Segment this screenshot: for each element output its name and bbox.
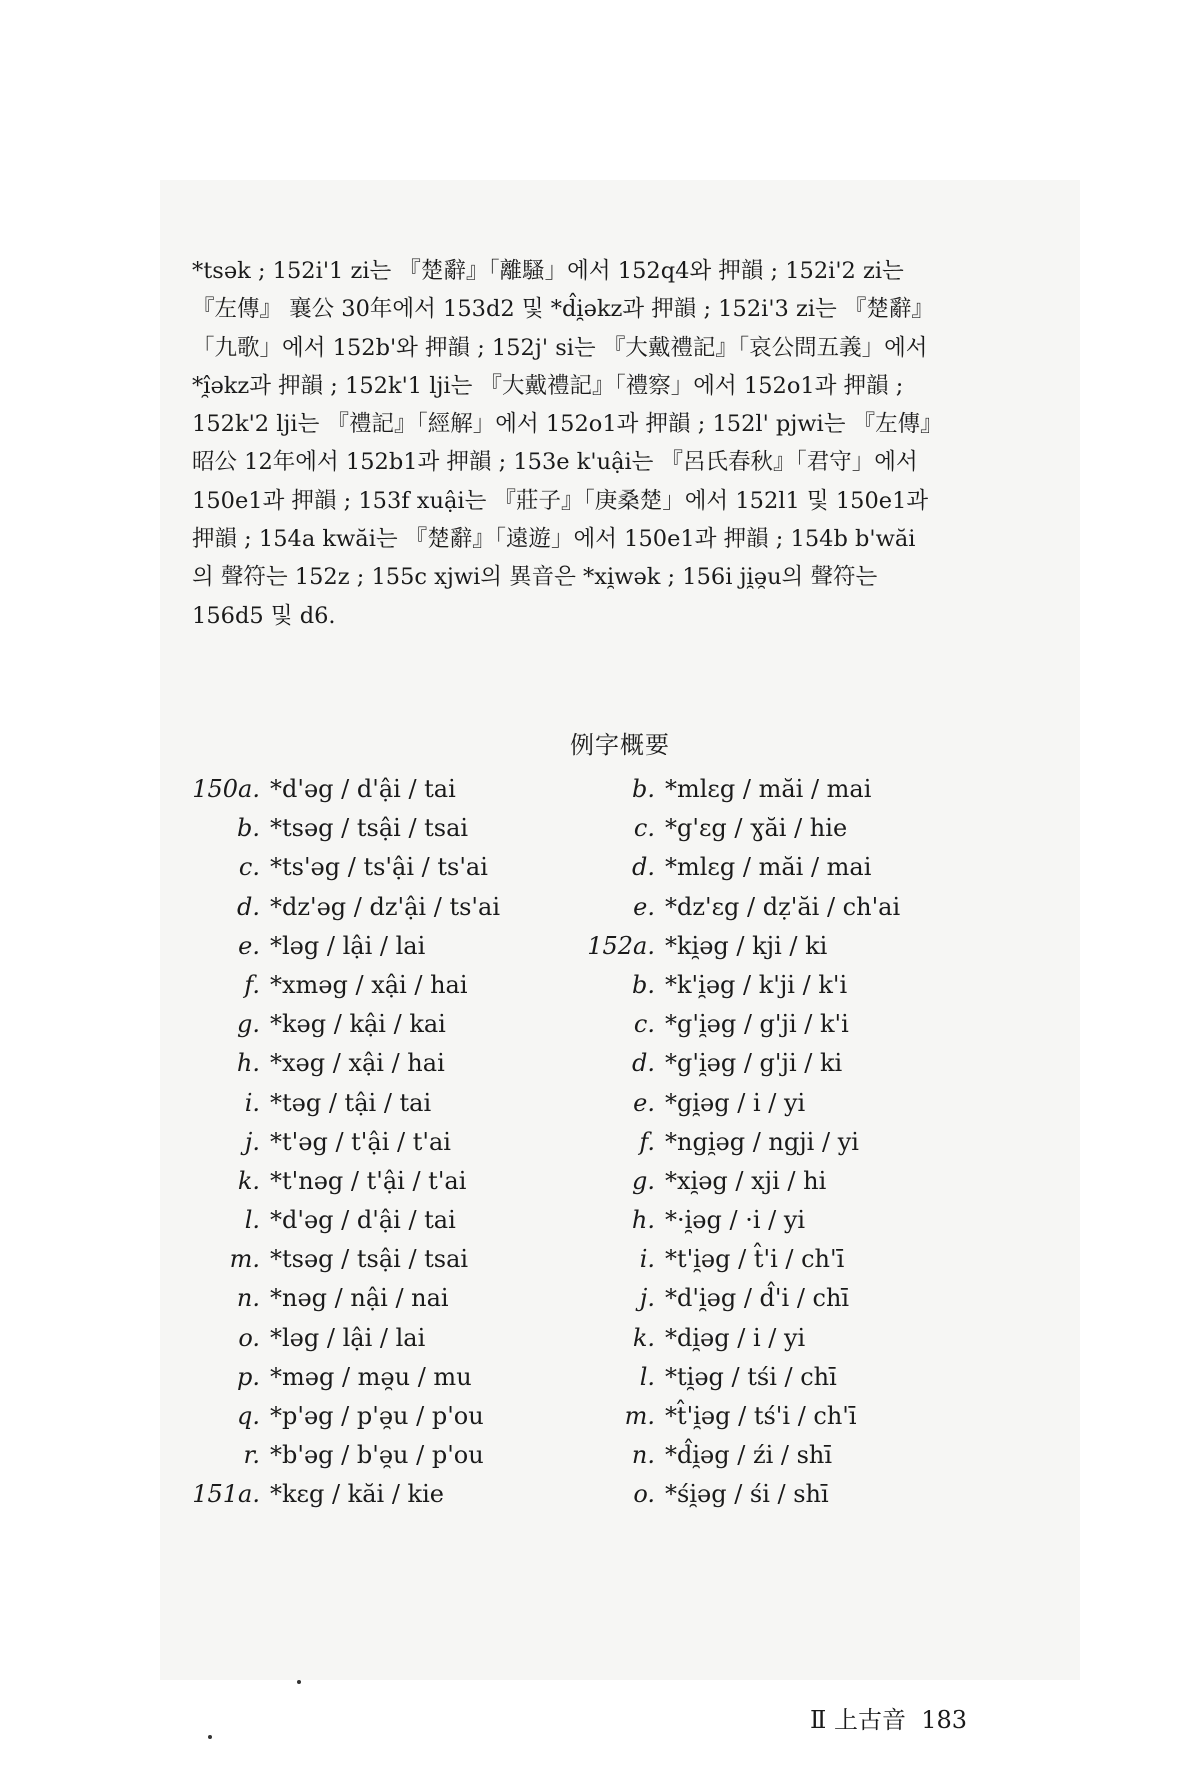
entry-label: e. bbox=[633, 1088, 655, 1117]
entry-text: *g'i̯əg / g'ji / k'i bbox=[665, 1010, 849, 1039]
entry-label: d. bbox=[632, 853, 655, 882]
entry-row bbox=[190, 1201, 500, 1240]
entry-row bbox=[190, 1436, 500, 1475]
entry-row bbox=[585, 966, 900, 1005]
entry-row bbox=[585, 1044, 900, 1083]
entry-label: n. bbox=[631, 1441, 655, 1470]
entry-text: *b'əg / b'ə̯u / p'ou bbox=[270, 1441, 484, 1470]
entry-label: h. bbox=[236, 1049, 260, 1078]
entry-row bbox=[585, 809, 900, 848]
entry-label: 152a. bbox=[587, 931, 655, 960]
entry-row bbox=[190, 966, 500, 1005]
entry-text: *t'nəg / t'ậi / t'ai bbox=[270, 1166, 467, 1195]
entry-text: *mlɛg / măi / mai bbox=[665, 775, 872, 803]
paragraph-line: 「九歌」에서 152b'와 押韻 ; 152j' si는 『大戴禮記』「哀公問五義」에서 bbox=[192, 334, 928, 361]
entry-row bbox=[585, 888, 900, 927]
entry-text: *kɛg / kăi / kie bbox=[270, 1480, 444, 1509]
paragraph-line: *î̯əkz과 押韻 ; 152k'1 lji는 『大戴禮記』「禮察」에서 152o1과 押韻 ; bbox=[192, 372, 904, 399]
entry-text: *dz'əg / dz'ậi / ts'ai bbox=[270, 892, 500, 921]
speck bbox=[297, 1680, 301, 1684]
entry-label: f. bbox=[639, 1127, 655, 1156]
entry-row bbox=[190, 1358, 500, 1397]
entry-label: g. bbox=[237, 1010, 260, 1039]
entry-text: *ləg / lậi / lai bbox=[270, 931, 426, 960]
entry-label: e. bbox=[633, 892, 655, 921]
entry-label: k. bbox=[632, 1323, 655, 1352]
entry-row bbox=[585, 848, 900, 887]
entry-text: *d̂i̯əg / źi / shī bbox=[665, 1441, 833, 1470]
entry-label: c. bbox=[633, 1010, 655, 1039]
entry-label: b. bbox=[237, 814, 260, 843]
entry-label: g. bbox=[632, 1166, 655, 1195]
entry-row bbox=[190, 1319, 500, 1358]
entry-label: d. bbox=[632, 1049, 655, 1078]
entry-label: h. bbox=[631, 1206, 655, 1235]
page-number: 183 bbox=[921, 1706, 968, 1734]
speck bbox=[208, 1735, 212, 1739]
entry-text: *ləg / lậi / lai bbox=[270, 1323, 426, 1352]
entry-text: *g'i̯əg / g'ji / ki bbox=[665, 1049, 843, 1078]
entry-label: l. bbox=[244, 1206, 260, 1235]
entry-list-left bbox=[190, 770, 500, 1515]
entry-row bbox=[190, 848, 500, 887]
entry-label: o. bbox=[238, 1323, 260, 1352]
entry-text: *g'ɛg / ɣăi / hie bbox=[665, 814, 848, 843]
paragraph-line: 押韻 ; 154a kwăi는 『楚辭』「遠遊」에서 150e1과 押韻 ; 154b b'wăi bbox=[192, 526, 916, 553]
entry-label: e. bbox=[238, 931, 260, 960]
paragraph-line: 156d5 및 d6. bbox=[192, 602, 336, 629]
entry-row bbox=[585, 1240, 900, 1279]
entry-text: *d'i̯əg / d̂'i / chī bbox=[665, 1284, 850, 1313]
entry-row bbox=[585, 1475, 900, 1514]
entry-text: *ngi̯əg / ngji / yi bbox=[665, 1127, 859, 1156]
entry-label: c. bbox=[633, 814, 655, 843]
entry-text: *k'i̯əg / k'ji / k'i bbox=[665, 970, 848, 999]
entry-row bbox=[585, 770, 900, 809]
entry-label: l. bbox=[639, 1362, 655, 1391]
entry-text: *ts'əg / ts'ậi / ts'ai bbox=[270, 853, 488, 882]
entry-label: r. bbox=[243, 1441, 260, 1470]
entry-label: m. bbox=[624, 1402, 655, 1430]
paragraph-line: 昭公 12年에서 152b1과 押韻 ; 153e k'uậi는 『呂氏春秋』「君守」에서 bbox=[192, 449, 918, 476]
entry-row bbox=[585, 1319, 900, 1358]
entry-row bbox=[190, 1084, 500, 1123]
entry-text: *xməg / xậi / hai bbox=[270, 970, 468, 999]
entry-label: p. bbox=[237, 1362, 260, 1391]
book-page bbox=[160, 180, 1080, 1734]
entry-row bbox=[190, 1005, 500, 1044]
entry-row bbox=[585, 1084, 900, 1123]
entry-label: 150a. bbox=[192, 775, 260, 803]
entry-text: *śi̯əg / śi / shī bbox=[665, 1480, 829, 1509]
rhyme-notes-paragraph bbox=[192, 252, 1044, 635]
entry-label: k. bbox=[237, 1166, 260, 1195]
entry-text: *d'əg / d'ậi / tai bbox=[270, 1206, 456, 1235]
entry-text: *tsəg / tsậi / tsai bbox=[270, 1245, 469, 1274]
entry-row bbox=[190, 1475, 500, 1514]
entry-row bbox=[190, 809, 500, 848]
entry-label: m. bbox=[229, 1245, 260, 1274]
entry-label: c. bbox=[238, 853, 260, 882]
entry-row bbox=[585, 1201, 900, 1240]
paragraph-line: *tsək ; 152i'1 zi는 『楚辭』「離騷」에서 152q4와 押韻 ; 152i'2 zi는 bbox=[192, 258, 904, 284]
entry-row bbox=[585, 1123, 900, 1162]
entry-list-right bbox=[585, 770, 900, 1515]
entry-row bbox=[585, 1397, 900, 1436]
entry-text: *tsəg / tsậi / tsai bbox=[270, 814, 469, 843]
entry-text: *t'əg / t'ậi / t'ai bbox=[270, 1127, 451, 1156]
entry-row bbox=[190, 927, 500, 966]
entry-text: *p'əg / p'ə̯u / p'ou bbox=[270, 1402, 484, 1430]
entry-text: *ki̯əg / kji / ki bbox=[665, 931, 828, 960]
entry-row bbox=[585, 1279, 900, 1318]
section-heading: 例字概要 bbox=[570, 731, 670, 759]
entry-label: q. bbox=[237, 1402, 260, 1430]
entry-text: *təg / tậi / tai bbox=[270, 1088, 432, 1117]
entry-label: f. bbox=[244, 970, 260, 999]
paragraph-line: 152k'2 lji는 『禮記』「經解」에서 152o1과 押韻 ; 152l' pjwi는 『左傳』 bbox=[192, 411, 943, 438]
entry-text: *d'əg / d'ậi / tai bbox=[270, 775, 456, 803]
entry-text: *·i̯əg / ·i / yi bbox=[665, 1206, 806, 1235]
entry-label: i. bbox=[639, 1245, 655, 1274]
entry-text: *məg / mə̯u / mu bbox=[270, 1362, 472, 1391]
entry-row bbox=[585, 1162, 900, 1201]
entry-label: d. bbox=[237, 892, 260, 921]
entry-text: *xəg / xậi / hai bbox=[270, 1049, 445, 1078]
entry-row bbox=[190, 1279, 500, 1318]
entry-text: *nəg / nậi / nai bbox=[270, 1284, 449, 1313]
entry-text: *mlɛg / măi / mai bbox=[665, 853, 872, 882]
entry-row bbox=[585, 927, 900, 966]
entry-row bbox=[190, 1162, 500, 1201]
entry-text: *xi̯əg / xji / hi bbox=[665, 1166, 827, 1195]
entry-label: j. bbox=[639, 1284, 655, 1313]
page-footer bbox=[810, 1700, 967, 1735]
entry-row bbox=[585, 1436, 900, 1475]
entry-text: *dz'ɛg / dẓ'ăi / ch'ai bbox=[665, 892, 901, 921]
entry-label: n. bbox=[236, 1284, 260, 1313]
entry-text: *kəg / kậi / kai bbox=[270, 1010, 446, 1039]
entry-text: *ti̯əg / tśi / chī bbox=[665, 1362, 837, 1391]
entry-text: *gi̯əg / i / yi bbox=[665, 1088, 806, 1117]
paragraph-line: 『左傳』 襄公 30年에서 153d2 및 *d̂i̯əkz과 押韻 ; 152i'3 zi는 『楚辭』 bbox=[192, 296, 934, 323]
entry-label: b. bbox=[632, 775, 655, 803]
entry-label: j. bbox=[244, 1127, 260, 1156]
entry-row bbox=[190, 1123, 500, 1162]
entry-text: *t̂'i̯əg / tś'i / ch'ī bbox=[665, 1402, 857, 1430]
entry-row bbox=[190, 770, 500, 809]
entry-row bbox=[190, 1397, 500, 1436]
entry-row bbox=[190, 1044, 500, 1083]
entry-label: o. bbox=[633, 1480, 655, 1509]
paragraph-line: 의 聲符는 152z ; 155c xjwi의 異音은 *xi̯wək ; 156i ji̯ə̯u의 聲符는 bbox=[192, 564, 878, 591]
entry-text: *t'i̯əg / t̂'i / ch'ī bbox=[665, 1245, 845, 1274]
entry-text: *di̯əg / i / yi bbox=[665, 1323, 806, 1352]
entry-row bbox=[190, 1240, 500, 1279]
entry-label: b. bbox=[632, 970, 655, 999]
entry-row bbox=[190, 888, 500, 927]
section-title: Ⅱ 上古音 bbox=[810, 1706, 906, 1734]
paragraph-line: 150e1과 押韻 ; 153f xuậi는 『莊子』「庚桑楚」에서 152l1 및 150e1과 bbox=[192, 487, 929, 514]
entry-row bbox=[585, 1005, 900, 1044]
entry-label: 151a. bbox=[192, 1480, 260, 1509]
entry-label: i. bbox=[244, 1088, 260, 1117]
entry-row bbox=[585, 1358, 900, 1397]
